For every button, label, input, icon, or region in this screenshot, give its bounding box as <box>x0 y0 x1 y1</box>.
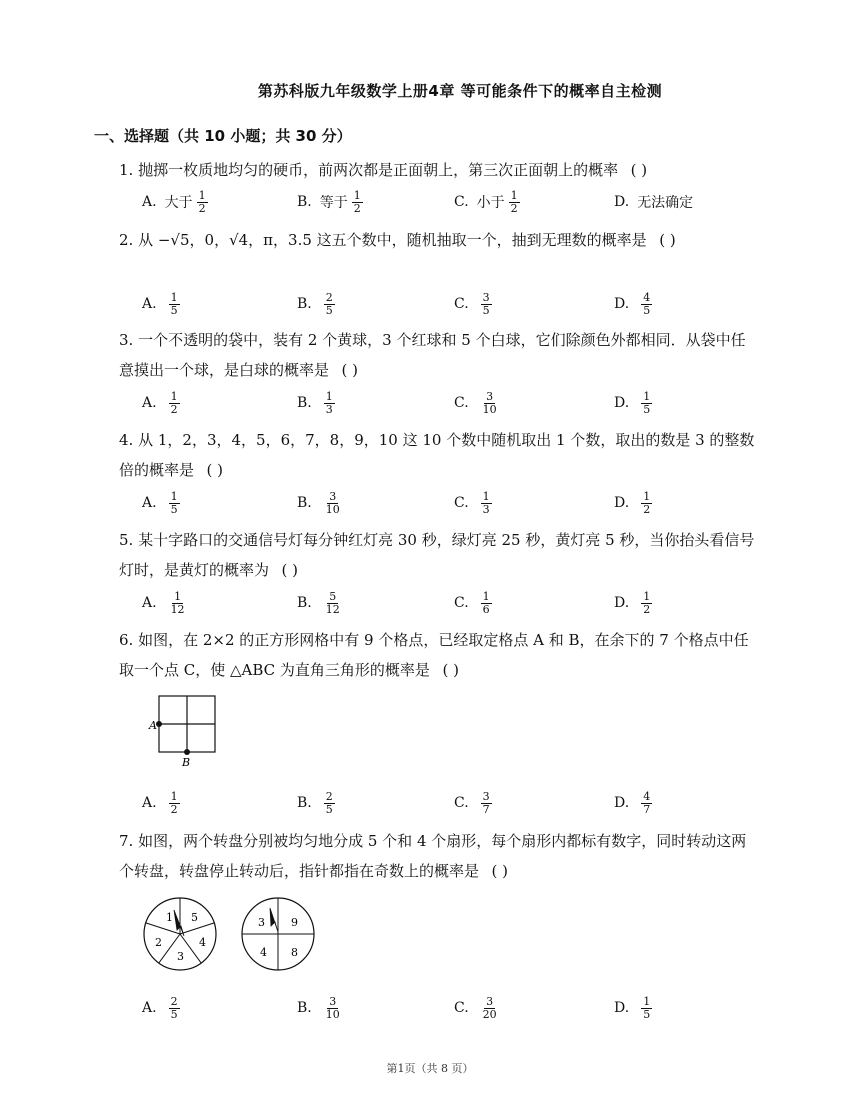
question-stem: 从 −√5，0，√4，π，3.5 这五个数中，随机抽取一个，抽到无理数的概率是 <box>138 231 647 249</box>
option-b[interactable]: B. $\frac{3}{10}$ <box>297 489 340 516</box>
option-c[interactable]: C. $\frac{3}{10}$ <box>454 389 497 416</box>
option-a[interactable]: A. $\frac{2}{5}$ <box>142 994 178 1021</box>
option-b[interactable]: B. $\frac{3}{10}$ <box>297 994 340 1021</box>
options-1 <box>142 186 762 218</box>
option-a[interactable]: A. $\frac{1}{5}$ <box>142 290 178 317</box>
question-stem: 一个不透明的袋中，装有 2 个黄球，3 个红球和 5 个白球，它们除颜色外都相同．从袋中任意摸出一个球，是白球的概率是 <box>119 331 746 379</box>
pointer-arrow-icon <box>270 908 278 932</box>
option-c[interactable]: C. $\frac{1}{6}$ <box>454 589 490 616</box>
question-1 <box>119 155 759 185</box>
question-6 <box>119 625 759 685</box>
option-d[interactable]: D. $\frac{1}{5}$ <box>614 389 651 416</box>
question-stem: 如图，两个转盘分别被均匀地分成 5 个和 4 个扇形，每个扇形内都标有数字，同时转动这两个转盘，转盘停止转动后，指针都指在奇数上的概率是 <box>119 832 747 880</box>
option-a[interactable]: A. $\frac{1}{2}$ <box>142 789 178 816</box>
sector-label: 4 <box>260 946 267 959</box>
option-d[interactable]: D. $\frac{1}{2}$ <box>614 589 651 616</box>
spinner-figure <box>140 894 320 976</box>
sector-label: 4 <box>199 936 206 949</box>
question-number: 5. <box>119 531 134 549</box>
page-title: 第苏科版九年级数学上册4章 等可能条件下的概率自主检测 <box>257 82 663 100</box>
grid-point-b <box>184 749 190 755</box>
question-stem: 某十字路口的交通信号灯每分钟红灯亮 30 秒，绿灯亮 25 秒，黄灯亮 5 秒，当你抬头看信号灯时，是黄灯的概率为 <box>119 531 755 579</box>
question-number: 1. <box>119 161 134 179</box>
option-b[interactable]: B. $\frac{1}{3}$ <box>297 389 333 416</box>
option-b[interactable]: B. 等于 $\frac{1}{2}$ <box>297 188 361 215</box>
answer-paren: ( ) <box>491 862 509 880</box>
grid-figure <box>145 692 225 772</box>
option-d[interactable]: D. $\frac{4}{5}$ <box>614 290 651 317</box>
question-number: 2. <box>119 231 134 249</box>
question-2 <box>119 225 759 255</box>
question-number: 7. <box>119 832 134 850</box>
question-7 <box>119 826 759 886</box>
question-3 <box>119 325 759 385</box>
option-a[interactable]: A. $\frac{1}{5}$ <box>142 489 178 516</box>
question-4 <box>119 425 759 485</box>
question-stem: 从 1，2，3，4，5，6，7，8，9，10 这 10 个数中随机取出 1 个数，取出的数是 3 的整数倍的概率是 <box>119 431 755 479</box>
answer-paren: ( ) <box>341 361 359 379</box>
question-number: 6. <box>119 631 134 649</box>
option-d[interactable]: D. $\frac{1}{2}$ <box>614 489 651 516</box>
sector-label: 8 <box>291 946 298 959</box>
sector-label: 2 <box>155 936 162 949</box>
answer-paren: ( ) <box>281 561 299 579</box>
options-2 <box>142 288 762 320</box>
options-7 <box>142 992 762 1024</box>
option-c[interactable]: C. $\frac{3}{20}$ <box>454 994 497 1021</box>
option-a[interactable]: A. $\frac{1}{12}$ <box>142 589 185 616</box>
question-number: 3. <box>119 331 134 349</box>
options-6 <box>142 787 762 819</box>
answer-paren: ( ) <box>206 461 224 479</box>
answer-paren: ( ) <box>659 231 676 249</box>
answer-paren: ( ) <box>630 161 648 179</box>
option-d[interactable]: D. $\frac{4}{7}$ <box>614 789 651 816</box>
sector-label: 5 <box>191 911 198 924</box>
question-5 <box>119 525 759 585</box>
answer-paren: ( ) <box>442 661 459 679</box>
option-a[interactable]: A. $\frac{1}{2}$ <box>142 389 178 416</box>
question-number: 4. <box>119 431 134 449</box>
options-5 <box>142 587 762 619</box>
options-4 <box>142 487 762 519</box>
option-c[interactable]: C. $\frac{1}{3}$ <box>454 489 490 516</box>
option-b[interactable]: B. $\frac{2}{5}$ <box>297 789 333 816</box>
sector-label: 3 <box>177 950 184 963</box>
option-a[interactable]: A. 大于 $\frac{1}{2}$ <box>142 188 206 215</box>
option-c[interactable]: C. $\frac{3}{7}$ <box>454 789 490 816</box>
page-footer: 第1页（共 8 页） <box>386 1062 474 1075</box>
label-b: B <box>182 756 191 769</box>
question-stem: 如图，在 2×2 的正方形网格中有 9 个格点，已经取定格点 A 和 B，在余下的 7 个格点中任取一个点 C，使 △ABC 为直角三角形的概率是 <box>119 631 749 679</box>
option-d[interactable]: D. $\frac{1}{5}$ <box>614 994 651 1021</box>
section-heading: 一、选择题（共 10 小题；共 30 分） <box>94 127 352 145</box>
sector-label: 3 <box>258 916 265 929</box>
sector-label: 9 <box>291 916 298 929</box>
label-a: A <box>149 719 157 732</box>
option-b[interactable]: B. $\frac{2}{5}$ <box>297 290 333 317</box>
options-3 <box>142 387 762 419</box>
sector-label: 1 <box>166 911 173 924</box>
option-b[interactable]: B. $\frac{5}{12}$ <box>297 589 340 616</box>
option-d[interactable]: D. 无法确定 <box>614 194 694 211</box>
question-stem: 抛掷一枚质地均匀的硬币，前两次都是正面朝上，第三次正面朝上的概率 <box>138 161 619 179</box>
option-c[interactable]: C. 小于 $\frac{1}{2}$ <box>454 188 518 215</box>
option-c[interactable]: C. $\frac{3}{5}$ <box>454 290 490 317</box>
